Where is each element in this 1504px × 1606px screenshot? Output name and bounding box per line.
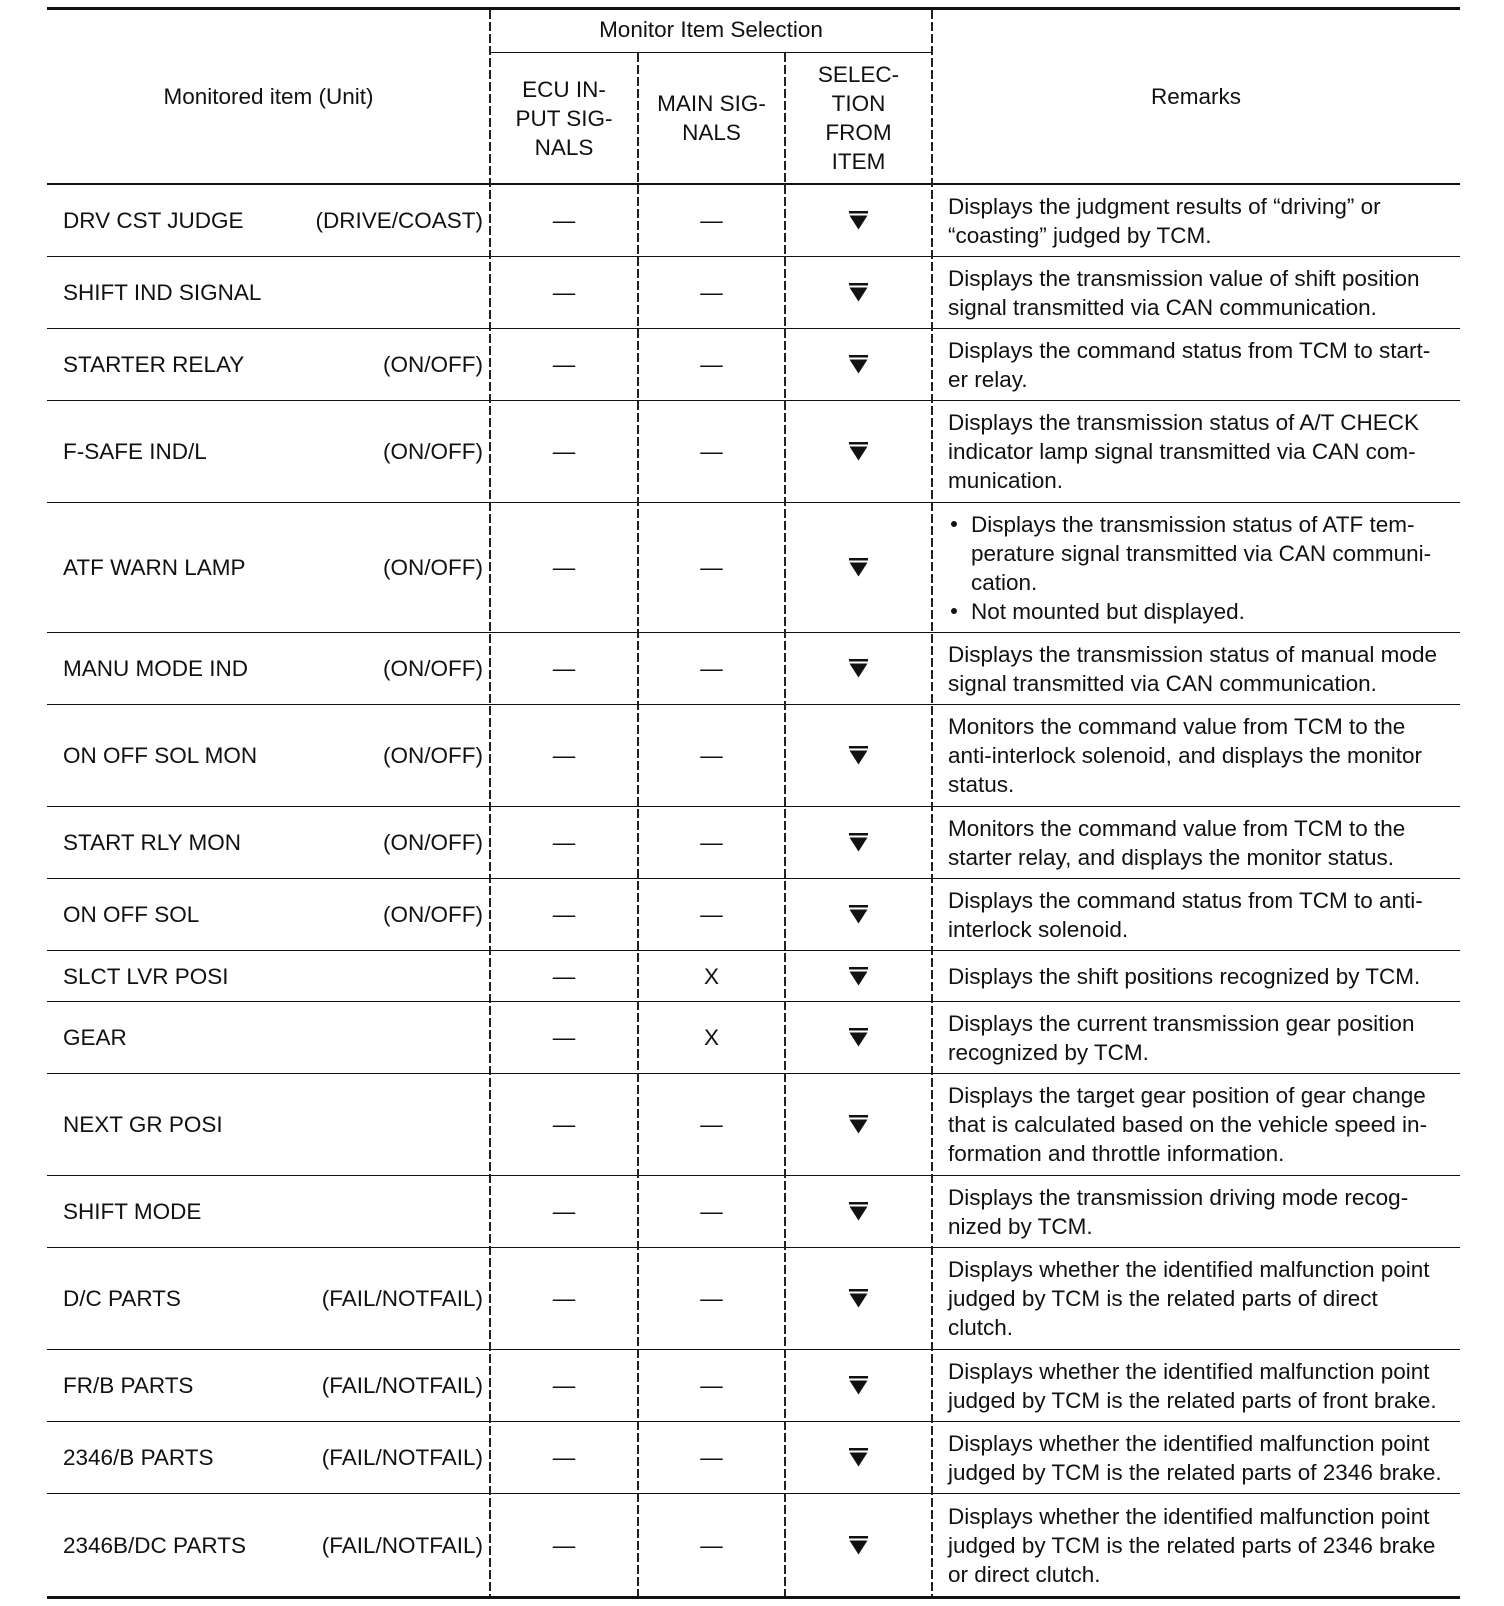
monitored-item-cell	[47, 879, 490, 950]
remarks-line: Displays the command status from TCM to start-	[948, 337, 1431, 363]
remarks-line: starter relay, and displays the monitor status.	[948, 844, 1395, 870]
header-ecu-input-signals-line: PUT SIG-	[515, 105, 613, 131]
table-row	[47, 257, 1460, 329]
main-signals-value: X	[703, 1025, 719, 1050]
selection-from-item-cell	[785, 329, 932, 400]
monitored-item-name: FR/B PARTS	[63, 1373, 194, 1398]
main-signals-value: —	[700, 352, 723, 377]
remarks-cell	[932, 705, 1460, 806]
down-triangle-icon	[849, 1536, 868, 1555]
header-selection-from-item-line: FROM	[825, 120, 892, 145]
remarks-line: Displays whether the identified malfunction point	[948, 1358, 1430, 1384]
header-main-signals	[638, 53, 785, 183]
monitored-item-unit: (DRIVE/COAST)	[315, 208, 483, 233]
monitored-item-cell	[47, 807, 490, 878]
monitored-item-name: GEAR	[63, 1025, 127, 1050]
remarks-line: Not mounted but displayed.	[971, 598, 1245, 624]
ecu-input-signals-cell	[490, 633, 638, 704]
table-row	[47, 1494, 1460, 1596]
monitored-item-unit: (ON/OFF)	[383, 743, 483, 768]
remarks-line: anti-interlock solenoid, and displays the monitor	[948, 743, 1423, 768]
monitored-item-name: START RLY MON	[63, 830, 241, 855]
down-triangle-icon	[849, 1202, 868, 1221]
table-row	[47, 1074, 1460, 1176]
main-signals-cell	[638, 1422, 785, 1493]
remarks-cell	[932, 257, 1460, 328]
ecu-input-signals-cell	[490, 503, 638, 632]
remarks-cell	[932, 1248, 1460, 1349]
monitored-item-unit: (ON/OFF)	[383, 555, 483, 580]
remarks-cell	[932, 951, 1460, 1001]
remarks-bullet-item	[948, 597, 1245, 626]
monitored-item-cell	[47, 1074, 490, 1175]
monitored-item-cell	[47, 633, 490, 704]
selection-from-item-cell	[785, 1074, 932, 1175]
remarks-line: judged by TCM is the related parts of 2346 brake	[948, 1532, 1436, 1558]
down-triangle-icon	[849, 283, 868, 302]
remarks-line: recognized by TCM.	[948, 1039, 1149, 1065]
header-selection-from-item-line: TION	[831, 91, 886, 116]
ecu-input-signals-cell	[490, 1350, 638, 1421]
monitored-item-cell	[47, 1176, 490, 1247]
ecu-input-signals-cell	[490, 185, 638, 256]
selection-from-item-cell	[785, 1494, 932, 1596]
main-signals-cell	[638, 1176, 785, 1247]
bullet-icon	[948, 597, 971, 626]
monitored-item-unit: (ON/OFF)	[383, 352, 483, 377]
monitored-item-name: STARTER RELAY	[63, 352, 245, 377]
monitored-item-name: MANU MODE IND	[63, 656, 248, 681]
main-signals-value: —	[700, 656, 723, 681]
remarks-line: status.	[948, 772, 1015, 797]
down-triangle-icon	[849, 1289, 868, 1308]
main-signals-cell	[638, 1350, 785, 1421]
remarks-cell	[932, 1176, 1460, 1247]
remarks-bullet-text	[971, 597, 1245, 626]
ecu-input-signals-value: —	[552, 1199, 576, 1224]
monitored-item-cell	[47, 329, 490, 400]
selection-from-item-cell	[785, 633, 932, 704]
monitored-item-cell	[47, 503, 490, 632]
remarks-line: signal transmitted via CAN communication.	[948, 294, 1377, 320]
main-signals-value: —	[700, 830, 723, 855]
column-divider	[637, 53, 639, 1596]
down-triangle-icon	[849, 833, 868, 852]
selection-from-item-cell	[785, 503, 932, 632]
down-triangle-icon	[849, 1115, 868, 1134]
remarks-line: Displays the transmission status of A/T CHECK	[948, 410, 1420, 435]
header-remarks-label: Remarks	[1150, 84, 1241, 109]
remarks-line: nized by TCM.	[948, 1213, 1093, 1239]
selection-from-item-cell	[785, 1002, 932, 1073]
header-monitor-item-selection-label: Monitor Item Selection	[599, 16, 823, 42]
main-signals-value: —	[700, 1199, 723, 1224]
ecu-input-signals-cell	[490, 1176, 638, 1247]
monitored-item-cell	[47, 951, 490, 1001]
table-row	[47, 329, 1460, 401]
remarks-line: Monitors the command value from TCM to the	[948, 815, 1406, 841]
ecu-input-signals-cell	[490, 257, 638, 328]
remarks-cell	[932, 1422, 1460, 1493]
main-signals-value: X	[703, 963, 719, 989]
ecu-input-signals-value: —	[552, 208, 576, 233]
selection-from-item-cell	[785, 401, 932, 502]
monitored-item-unit: (FAIL/NOTFAIL)	[321, 1532, 483, 1558]
remarks-line: “coasting” judged by TCM.	[948, 222, 1212, 248]
main-signals-cell	[638, 503, 785, 632]
remarks-line: Displays the command status from TCM to anti-	[948, 887, 1423, 913]
selection-from-item-cell	[785, 1422, 932, 1493]
table-row	[47, 807, 1460, 879]
table-row	[47, 1248, 1460, 1350]
header-main-signals-line: NALS	[682, 120, 741, 145]
ecu-input-signals-cell	[490, 1002, 638, 1073]
table-row	[47, 1176, 1460, 1248]
monitored-item-cell	[47, 401, 490, 502]
main-signals-cell	[638, 1074, 785, 1175]
main-signals-value: —	[700, 1532, 723, 1558]
table-row	[47, 1350, 1460, 1422]
ecu-input-signals-value: —	[552, 902, 576, 927]
table-row	[47, 185, 1460, 257]
ecu-input-signals-cell	[490, 1494, 638, 1596]
remarks-line: judged by TCM is the related parts of 2346 brake.	[948, 1459, 1442, 1485]
ecu-input-signals-value: —	[552, 1532, 576, 1558]
column-divider	[784, 53, 786, 1596]
table-row	[47, 633, 1460, 705]
remarks-cell	[932, 329, 1460, 400]
main-signals-cell	[638, 401, 785, 502]
ecu-input-signals-value: —	[552, 963, 576, 989]
down-triangle-icon	[849, 558, 868, 577]
ecu-input-signals-cell	[490, 1422, 638, 1493]
monitored-item-cell	[47, 185, 490, 256]
header-monitored-item	[47, 10, 490, 183]
ecu-input-signals-cell	[490, 1248, 638, 1349]
monitored-item-cell	[47, 1494, 490, 1596]
table-row	[47, 951, 1460, 1002]
monitored-item-name: DRV CST JUDGE	[63, 208, 244, 233]
header-ecu-input-signals-line: ECU IN-	[522, 76, 606, 102]
main-signals-cell	[638, 705, 785, 806]
main-signals-cell	[638, 807, 785, 878]
main-signals-value: —	[700, 1286, 723, 1311]
ecu-input-signals-value: —	[552, 1025, 576, 1050]
remarks-line: Displays whether the identified malfunction point	[948, 1503, 1430, 1529]
ecu-input-signals-value: —	[552, 280, 576, 305]
remarks-line: Displays the shift positions recognized by TCM.	[948, 963, 1421, 989]
selection-from-item-cell	[785, 951, 932, 1001]
header-main-signals-line: MAIN SIG-	[657, 91, 766, 116]
remarks-line: er relay.	[948, 366, 1028, 392]
header-selection-from-item-line: SELEC-	[817, 62, 900, 87]
ecu-input-signals-value: —	[552, 1445, 576, 1470]
main-signals-cell	[638, 185, 785, 256]
remarks-line: Displays the transmission value of shift position	[948, 265, 1420, 291]
remarks-line: or direct clutch.	[948, 1561, 1101, 1587]
monitored-item-name: SHIFT IND SIGNAL	[63, 280, 262, 305]
remarks-line: signal transmitted via CAN communication.	[948, 670, 1377, 696]
ecu-input-signals-value: —	[552, 743, 576, 768]
selection-from-item-cell	[785, 705, 932, 806]
ecu-input-signals-cell	[490, 879, 638, 950]
down-triangle-icon	[849, 211, 868, 230]
monitored-item-unit: (FAIL/NOTFAIL)	[321, 1286, 483, 1311]
remarks-bullet-item	[948, 510, 1431, 597]
ecu-input-signals-value: —	[552, 1373, 576, 1398]
ecu-input-signals-value: —	[552, 1112, 576, 1137]
main-signals-value: —	[700, 1112, 723, 1137]
monitored-item-unit: (ON/OFF)	[383, 439, 483, 464]
table-body	[47, 185, 1460, 1596]
table-row	[47, 1422, 1460, 1494]
remarks-line: perature signal transmitted via CAN communi-	[971, 540, 1432, 566]
remarks-line: Displays whether the identified malfunction point	[948, 1430, 1430, 1456]
header-selection-from-item-line: ITEM	[831, 149, 886, 174]
remarks-cell	[932, 633, 1460, 704]
monitored-item-unit: (ON/OFF)	[383, 656, 483, 681]
monitored-item-cell	[47, 257, 490, 328]
down-triangle-icon	[849, 1028, 868, 1047]
down-triangle-icon	[849, 442, 868, 461]
monitored-item-name: SLCT LVR POSI	[63, 963, 229, 989]
main-signals-value: —	[700, 439, 723, 464]
ecu-input-signals-value: —	[552, 656, 576, 681]
table-header	[47, 10, 1460, 185]
table-row	[47, 401, 1460, 503]
remarks-cell	[932, 807, 1460, 878]
ecu-input-signals-cell	[490, 951, 638, 1001]
remarks-line: Displays the transmission driving mode recog-	[948, 1184, 1409, 1210]
monitored-item-cell	[47, 1248, 490, 1349]
remarks-line: interlock solenoid.	[948, 916, 1129, 942]
main-signals-value: —	[700, 208, 723, 233]
column-divider	[489, 10, 491, 1596]
monitored-item-name: 2346/B PARTS	[63, 1445, 214, 1470]
ecu-input-signals-cell	[490, 1074, 638, 1175]
remarks-line: that is calculated based on the vehicle speed in-	[948, 1112, 1428, 1137]
remarks-cell	[932, 1074, 1460, 1175]
header-monitored-item-label: Monitored item (Unit)	[163, 84, 374, 109]
ecu-input-signals-value: —	[552, 439, 576, 464]
down-triangle-icon	[849, 905, 868, 924]
selection-from-item-cell	[785, 257, 932, 328]
main-signals-value: —	[700, 1373, 723, 1398]
remarks-line: Displays whether the identified malfunction point	[948, 1257, 1430, 1282]
monitored-item-unit: (ON/OFF)	[383, 830, 483, 855]
remarks-line: Displays the transmission status of manual mode	[948, 641, 1437, 667]
monitored-item-name: F-SAFE IND/L	[63, 439, 207, 464]
monitored-item-unit: (FAIL/NOTFAIL)	[321, 1445, 483, 1470]
ecu-input-signals-value: —	[552, 830, 576, 855]
main-signals-cell	[638, 879, 785, 950]
monitored-item-cell	[47, 705, 490, 806]
monitored-item-name: ATF WARN LAMP	[63, 555, 246, 580]
monitored-item-name: D/C PARTS	[63, 1286, 181, 1311]
header-monitor-item-selection	[490, 10, 932, 53]
main-signals-cell	[638, 329, 785, 400]
remarks-cell	[932, 185, 1460, 256]
monitor-item-table	[47, 7, 1460, 1599]
remarks-line: indicator lamp signal transmitted via CAN com-	[948, 439, 1416, 464]
down-triangle-icon	[849, 746, 868, 765]
monitored-item-unit: (FAIL/NOTFAIL)	[321, 1373, 483, 1398]
header-ecu-input-signals-line: NALS	[534, 134, 594, 160]
main-signals-value: —	[700, 555, 723, 580]
selection-from-item-cell	[785, 807, 932, 878]
main-signals-value: —	[700, 1445, 723, 1470]
monitored-item-cell	[47, 1350, 490, 1421]
down-triangle-icon	[849, 1376, 868, 1395]
selection-from-item-cell	[785, 879, 932, 950]
remarks-cell	[932, 1350, 1460, 1421]
remarks-line: munication.	[948, 468, 1064, 493]
main-signals-cell	[638, 951, 785, 1001]
header-remarks	[932, 10, 1460, 183]
selection-from-item-cell	[785, 1350, 932, 1421]
remarks-line: clutch.	[948, 1315, 1014, 1340]
main-signals-cell	[638, 1248, 785, 1349]
down-triangle-icon	[849, 967, 868, 986]
monitored-item-name: 2346B/DC PARTS	[63, 1532, 246, 1558]
monitored-item-cell	[47, 1002, 490, 1073]
monitored-item-cell	[47, 1422, 490, 1493]
monitored-item-name: NEXT GR POSI	[63, 1112, 223, 1137]
remarks-line: Monitors the command value from TCM to the	[948, 714, 1406, 739]
remarks-line: formation and throttle information.	[948, 1141, 1285, 1166]
down-triangle-icon	[849, 355, 868, 374]
selection-from-item-cell	[785, 1248, 932, 1349]
main-signals-cell	[638, 1494, 785, 1596]
ecu-input-signals-value: —	[552, 352, 576, 377]
down-triangle-icon	[849, 659, 868, 678]
remarks-line: judged by TCM is the related parts of front brake.	[948, 1387, 1437, 1413]
table-row	[47, 1002, 1460, 1074]
monitored-item-name: ON OFF SOL	[63, 902, 200, 927]
remarks-line: Displays the transmission status of ATF tem-	[971, 511, 1415, 537]
header-ecu-input-signals	[490, 53, 638, 183]
ecu-input-signals-cell	[490, 807, 638, 878]
main-signals-value: —	[700, 280, 723, 305]
remarks-line: judged by TCM is the related parts of direct	[948, 1286, 1378, 1311]
remarks-cell	[932, 401, 1460, 502]
remarks-cell	[932, 879, 1460, 950]
main-signals-cell	[638, 633, 785, 704]
ecu-input-signals-cell	[490, 401, 638, 502]
header-selection-from-item	[785, 53, 932, 183]
table-row	[47, 879, 1460, 951]
remarks-line: Displays the current transmission gear position	[948, 1010, 1415, 1036]
main-signals-value: —	[700, 743, 723, 768]
ecu-input-signals-value: —	[552, 1286, 576, 1311]
monitored-item-name: ON OFF SOL MON	[63, 743, 258, 768]
remarks-line: Displays the target gear position of gear change	[948, 1083, 1426, 1108]
remarks-cell	[932, 1002, 1460, 1073]
monitored-item-unit: (ON/OFF)	[383, 902, 483, 927]
table-row	[47, 503, 1460, 633]
selection-from-item-cell	[785, 185, 932, 256]
down-triangle-icon	[849, 1448, 868, 1467]
bullet-icon	[948, 510, 971, 539]
column-divider	[931, 10, 933, 1596]
remarks-line: Displays the judgment results of “driving” or	[948, 193, 1381, 219]
remarks-cell	[932, 1494, 1460, 1596]
remarks-bullet-text	[971, 510, 1431, 597]
table-row	[47, 705, 1460, 807]
main-signals-cell	[638, 257, 785, 328]
monitored-item-name: SHIFT MODE	[63, 1199, 202, 1224]
main-signals-value: —	[700, 902, 723, 927]
main-signals-cell	[638, 1002, 785, 1073]
ecu-input-signals-cell	[490, 329, 638, 400]
ecu-input-signals-value: —	[552, 555, 576, 580]
remarks-line: cation.	[971, 569, 1038, 595]
selection-from-item-cell	[785, 1176, 932, 1247]
ecu-input-signals-cell	[490, 705, 638, 806]
remarks-cell	[932, 503, 1460, 632]
